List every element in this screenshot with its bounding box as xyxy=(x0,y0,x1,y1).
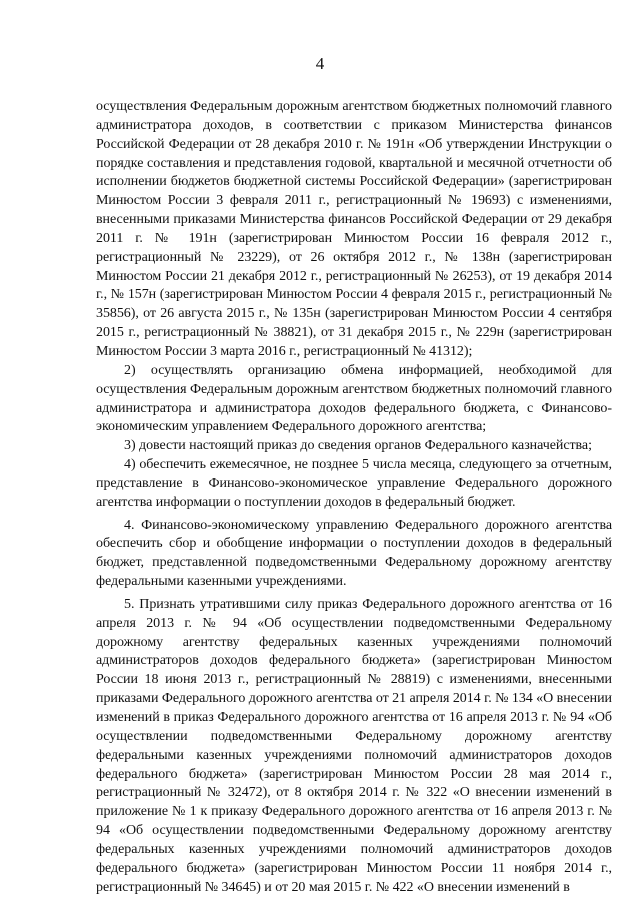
paragraph-item-3: 3) довести настоящий приказ до сведения органов Федерального казначейства; xyxy=(124,438,592,454)
paragraph-item-2: 2) осуществлять организацию обмена информацией, необходимой для осуществления Федеральным дорожным агентством бюджетных полномочий главного администратора и администратора доходов федерального бюджета, с Финансово-экономическим управлением Федерального дорожного агентства; xyxy=(96,362,612,435)
document-body xyxy=(96,98,612,897)
paragraph-clause-5: 5. Признать утратившими силу приказ Федерального дорожного агентства от 16 апреля 2013 г. № 94 «Об осуществлении подведомственными Федеральному дорожному агентству федеральных казенных учреждениями полномочий администраторов доходов федерального бюджета» (зарегистрирован Минюстом России 18 июня 2013 г., регистрационный № 28819) с изменениями, внесенными приказами Федерального дорожного агентства от 21 апреля 2014 г. № 134 «О внесении изменений в приказ Федерального дорожного агентства от 16 апреля 2013 г. № 94 «Об осуществлении подведомственными Федеральному дорожному агентству федеральными казенных учреждениями полномочий администраторов доходов федерального бюджета» (зарегистрирован Минюстом России 28 мая 2014 г., регистрационный № 32472), от 8 октября 2014 г. № 322 «О внесении изменений в приложение № 1 к приказу Федерального дорожного агентства от 16 апреля 2013 г. № 94 «Об осуществлении подведомственными Федеральному дорожному агентству федеральных казенных учреждениями полномочий администраторов доходов федерального бюджета» (зарегистрирован Минюстом России 11 ноября 2014 г., регистрационный № 34645) и от 20 мая 2015 г. № 422 «О внесении изменений в xyxy=(96,596,612,895)
paragraph-continuation: осуществления Федеральным дорожным агентством бюджетных полномочий главного администратора доходов, в соответствии с приказом Министерства финансов Российской Федерации от 28 декабря 2010 г. № 191н «Об утверждении Инструкции о порядке составления и представления годовой, квартальной и месячной отчетности об исполнении бюджетов бюджетной системы Российской Федерации» (зарегистрирован Минюстом России 3 февраля 2011 г., регистрационный № 19693) с изменениями, внесенными приказами Министерства финансов Российской Федерации от 29 декабря 2011 г. № 191н (зарегистрирован Минюстом России 16 февраля 2012 г., регистрационный № 23229), от 26 октября 2012 г., № 138н (зарегистрирован Минюстом России 21 декабря 2012 г., регистрационный № 26253), от 19 декабря 2014 г., № 157н (зарегистрирован Минюстом России 4 февраля 2015 г., регистрационный № 35856), от 26 августа 2015 г., № 135н (зарегистрирован Минюстом России 4 сентября 2015 г., регистрационный № 38821), от 31 декабря 2015 г., № 229н (зарегистрирован Минюстом России 3 марта 2016 г., регистрационный № 41312); xyxy=(96,99,612,359)
paragraph-item-4: 4) обеспечить ежемесячное, не позднее 5 числа месяца, следующего за отчетным, представление в Финансово-экономическое управление Федерального дорожного агентства информации о поступлении доходов в федеральный бюджет. xyxy=(96,457,612,510)
paragraph-clause-4: 4. Финансово-экономическому управлению Федерального дорожного агентства обеспечить сбор и обобщение информации о поступлении доходов в федеральный бюджет, представленной подведомственными Федеральному дорожному агентству федеральными казенными учреждениями. xyxy=(96,517,612,590)
page-number: 4 xyxy=(315,54,325,73)
